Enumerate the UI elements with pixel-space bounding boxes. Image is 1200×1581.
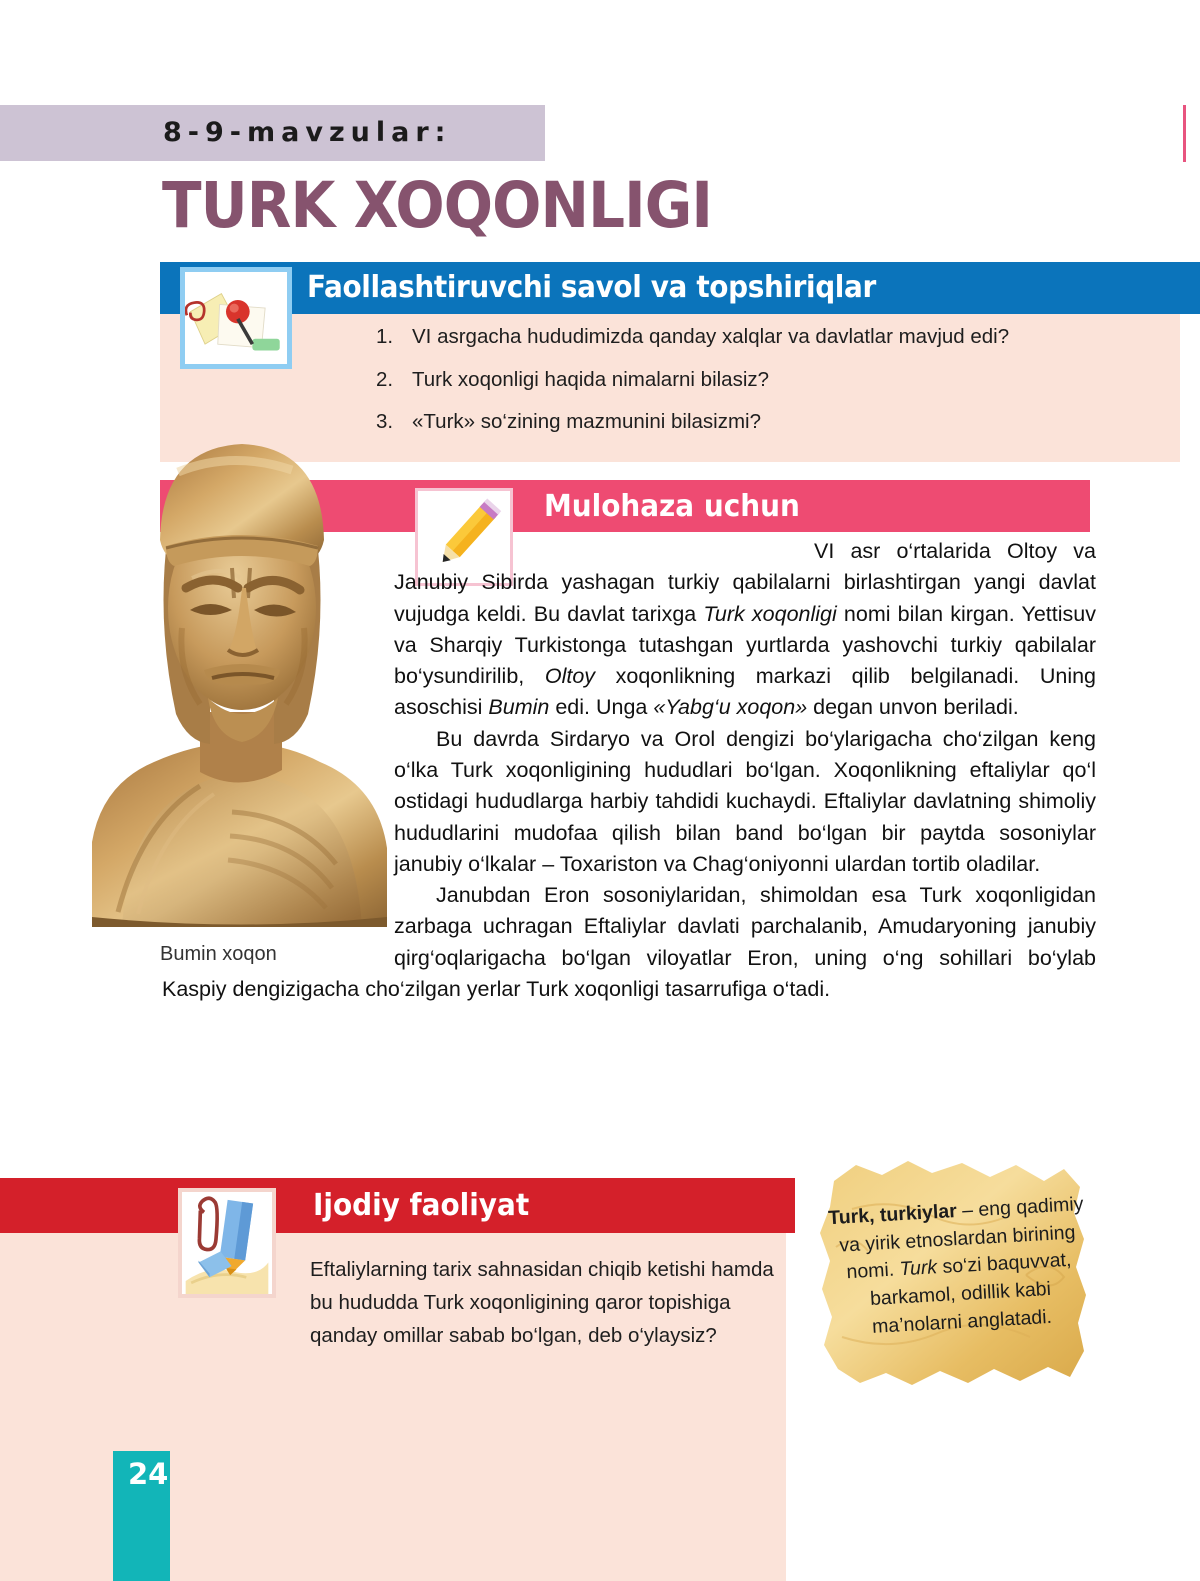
creative-task-text: Eftaliylarning tarix sahnasidan chiqib ketishi hamda bu hududda Turk xoqonligining qaror topishiga qanday omillar sabab bo‘lgan, deb o‘ylaysiz? [310, 1258, 774, 1348]
emphasised-term: Turk xoqonligi [703, 601, 837, 626]
question-text: «Turk» so‘zining mazmunini bilasizmi? [412, 410, 762, 434]
parchment-note-text [824, 1191, 1093, 1344]
body-run: degan unvon beriladi. [807, 695, 1019, 720]
page-edge-marker [1183, 105, 1186, 162]
parchment-run: so‘zi baquvvat, barkamol, odillik kabi ma’nolarni anglatadi. [869, 1249, 1072, 1338]
body-run: VI asr o‘rtalarida Oltoy va Janubiy Sibirda yashagan turkiy qabilalarni birlashtirgan yangi davlat vujudga keldi. Bu davlat tarixga [394, 539, 1096, 626]
blue-pencil-paperclip-icon [178, 1188, 276, 1298]
figure-caption: Bumin xoqon [160, 943, 277, 965]
topic-label: 8-9-mavzular: [163, 117, 452, 148]
question-number: 1. [376, 325, 394, 348]
reflection-title: Mulohaza uchun [544, 489, 800, 524]
page-title: TURK XOQONLIGI [162, 169, 713, 242]
body-run: nomi bilan kirgan. Yettisuv va Sharqiy Turkistonga tutashgan yurtlarda yashovchi turkiy qabilalar bo‘ysundirilib, [394, 601, 1096, 689]
list-item [376, 410, 1056, 434]
emphasised-term: «Yabg‘u xoqon» [653, 695, 808, 720]
bust-text-wrap-spacer [162, 536, 394, 948]
parchment-run: – eng qadimiy va yirik etnoslardan birining nomi. [838, 1192, 1084, 1284]
question-number: 3. [376, 410, 394, 434]
paragraph-3: Janubdan Eron sosoniylaridan, shimoldan esa Turk xoqonligidan zarbaga uchragan Eftaliylar davlati parchalanib, Amudaryoning janubiy qirg‘oqlarigacha bo‘lgan viloyatlar Eron, uning o‘ng sohillari bo‘ylab Kaspiy dengizigacha cho‘zilgan yerlar Turk xoqonligi tasarrufiga o‘tadi. [162, 883, 1096, 1001]
article-body [162, 536, 1096, 1005]
body-run: xoqonlikning markazi qilib belgilanadi. Uning asoschisi [394, 664, 1097, 720]
list-item [376, 368, 1056, 392]
emphasised-term: Bumin [488, 695, 550, 720]
body-run: edi. Unga [549, 695, 654, 720]
emphasised-term: Oltoy [544, 664, 596, 689]
paperclip-pushpin-icon [180, 267, 292, 369]
activation-title: Faollashtiruvchi savol va topshiriqlar [307, 270, 876, 305]
question-text: Turk xoqonligi haqida nimalarni bilasiz? [412, 367, 770, 391]
parchment-lead-term: Turk, turkiylar [827, 1200, 958, 1230]
page-number: 24 [128, 1457, 169, 1491]
list-item [376, 325, 1056, 349]
creative-title: Ijodiy faoliyat [313, 1188, 530, 1223]
activation-question-list [376, 325, 1056, 453]
paragraph-2: Bu davrda Sirdaryo va Orol dengizi bo‘ylarigacha cho‘zilgan keng o‘lka Turk xoqonligining hududlari bo‘lgan. Xoqonlikning eftaliylar qo‘l ostidagi hududlarga harbiy tahdidi kuchaydi. Eftaliylar davlatning shimoliy hududlarini mudofaa qilish bilan band bo‘lgan bir paytda sosoniylar janubiy o‘lkalar – Toxariston va Chag‘oniyonni ulardan tortib oladilar. [394, 726, 1096, 876]
question-number: 2. [376, 367, 394, 391]
parchment-italic-term: Turk [898, 1256, 938, 1281]
question-text: VI asrgacha hududimizda qanday xalqlar va davlatlar mavjud edi? [412, 325, 1010, 348]
